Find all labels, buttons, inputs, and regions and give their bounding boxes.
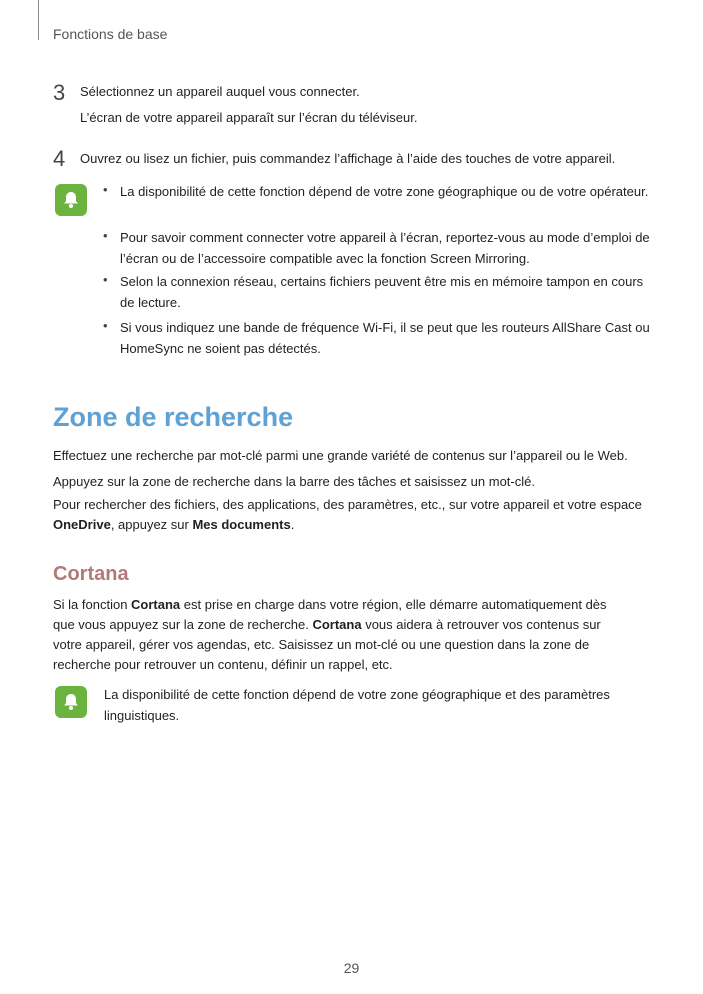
page-number: 29 bbox=[343, 960, 360, 976]
cortana-term: Cortana bbox=[312, 617, 362, 632]
header-title: Fonctions de base bbox=[53, 26, 168, 42]
bullet: • bbox=[103, 272, 108, 287]
paragraph: Si la fonction Cortana est prise en charge dans votre région, elle démarre automatiquement dès que vous appuyez sur la zone de recherche. Cortana vous aidera à retrouver vos contenus sur votre appareil, gérer vos agendas, etc. Saisissez un mot-clé ou une question dans la zone de recherche pour retrouver un contenu, définir un rappel, etc. bbox=[53, 597, 607, 672]
bullet: • bbox=[103, 318, 108, 333]
step-line: L’écran de votre appareil apparaît sur l’écran du téléviseur. bbox=[80, 110, 418, 125]
paragraph: Appuyez sur la zone de recherche dans la barre des tâches et saisissez un mot-clé. bbox=[53, 474, 535, 489]
paragraph: Effectuez une recherche par mot-clé parmi une grande variété de contenus sur l’appareil ou le Web. bbox=[53, 448, 628, 463]
note-text: La disponibilité de cette fonction dépend de votre zone géographique et des paramètres linguistiques. bbox=[104, 687, 610, 723]
cortana-term: Cortana bbox=[131, 597, 181, 612]
step-number: 4 bbox=[53, 146, 66, 171]
bell-icon bbox=[55, 184, 87, 216]
bullet: • bbox=[103, 182, 108, 197]
note-item: Si vous indiquez une bande de fréquence Wi-Fi, il se peut que les routeurs AllShare Cast ou HomeSync ne soient pas détectés. bbox=[120, 320, 650, 356]
paragraph: Pour rechercher des fichiers, des applications, des paramètres, etc., sur votre appareil et votre espace OneDrive, appuyez sur Mes documents. bbox=[53, 497, 642, 532]
note-item: Selon la connexion réseau, certains fichiers peuvent être mis en mémoire tampon en cours de lecture. bbox=[120, 274, 644, 310]
bell-icon bbox=[55, 686, 87, 718]
note-item: Pour savoir comment connecter votre appareil à l’écran, reportez-vous au mode d’emploi de l’écran ou de l’accessoire compatible avec la fonction Screen Mirroring. bbox=[120, 230, 650, 266]
mes-documents-term: Mes documents bbox=[192, 517, 291, 532]
header-rule bbox=[38, 0, 39, 40]
note-item: La disponibilité de cette fonction dépend de votre zone géographique ou de votre opérateur. bbox=[120, 184, 649, 199]
section-title: Zone de recherche bbox=[53, 402, 294, 432]
onedrive-term: OneDrive bbox=[53, 517, 111, 532]
step-line: Ouvrez ou lisez un fichier, puis commandez l’affichage à l’aide des touches de votre appareil. bbox=[80, 151, 616, 166]
subsection-title: Cortana bbox=[53, 563, 129, 585]
step-number: 3 bbox=[53, 80, 66, 105]
step-line: Sélectionnez un appareil auquel vous connecter. bbox=[80, 84, 360, 99]
bullet: • bbox=[103, 228, 108, 243]
